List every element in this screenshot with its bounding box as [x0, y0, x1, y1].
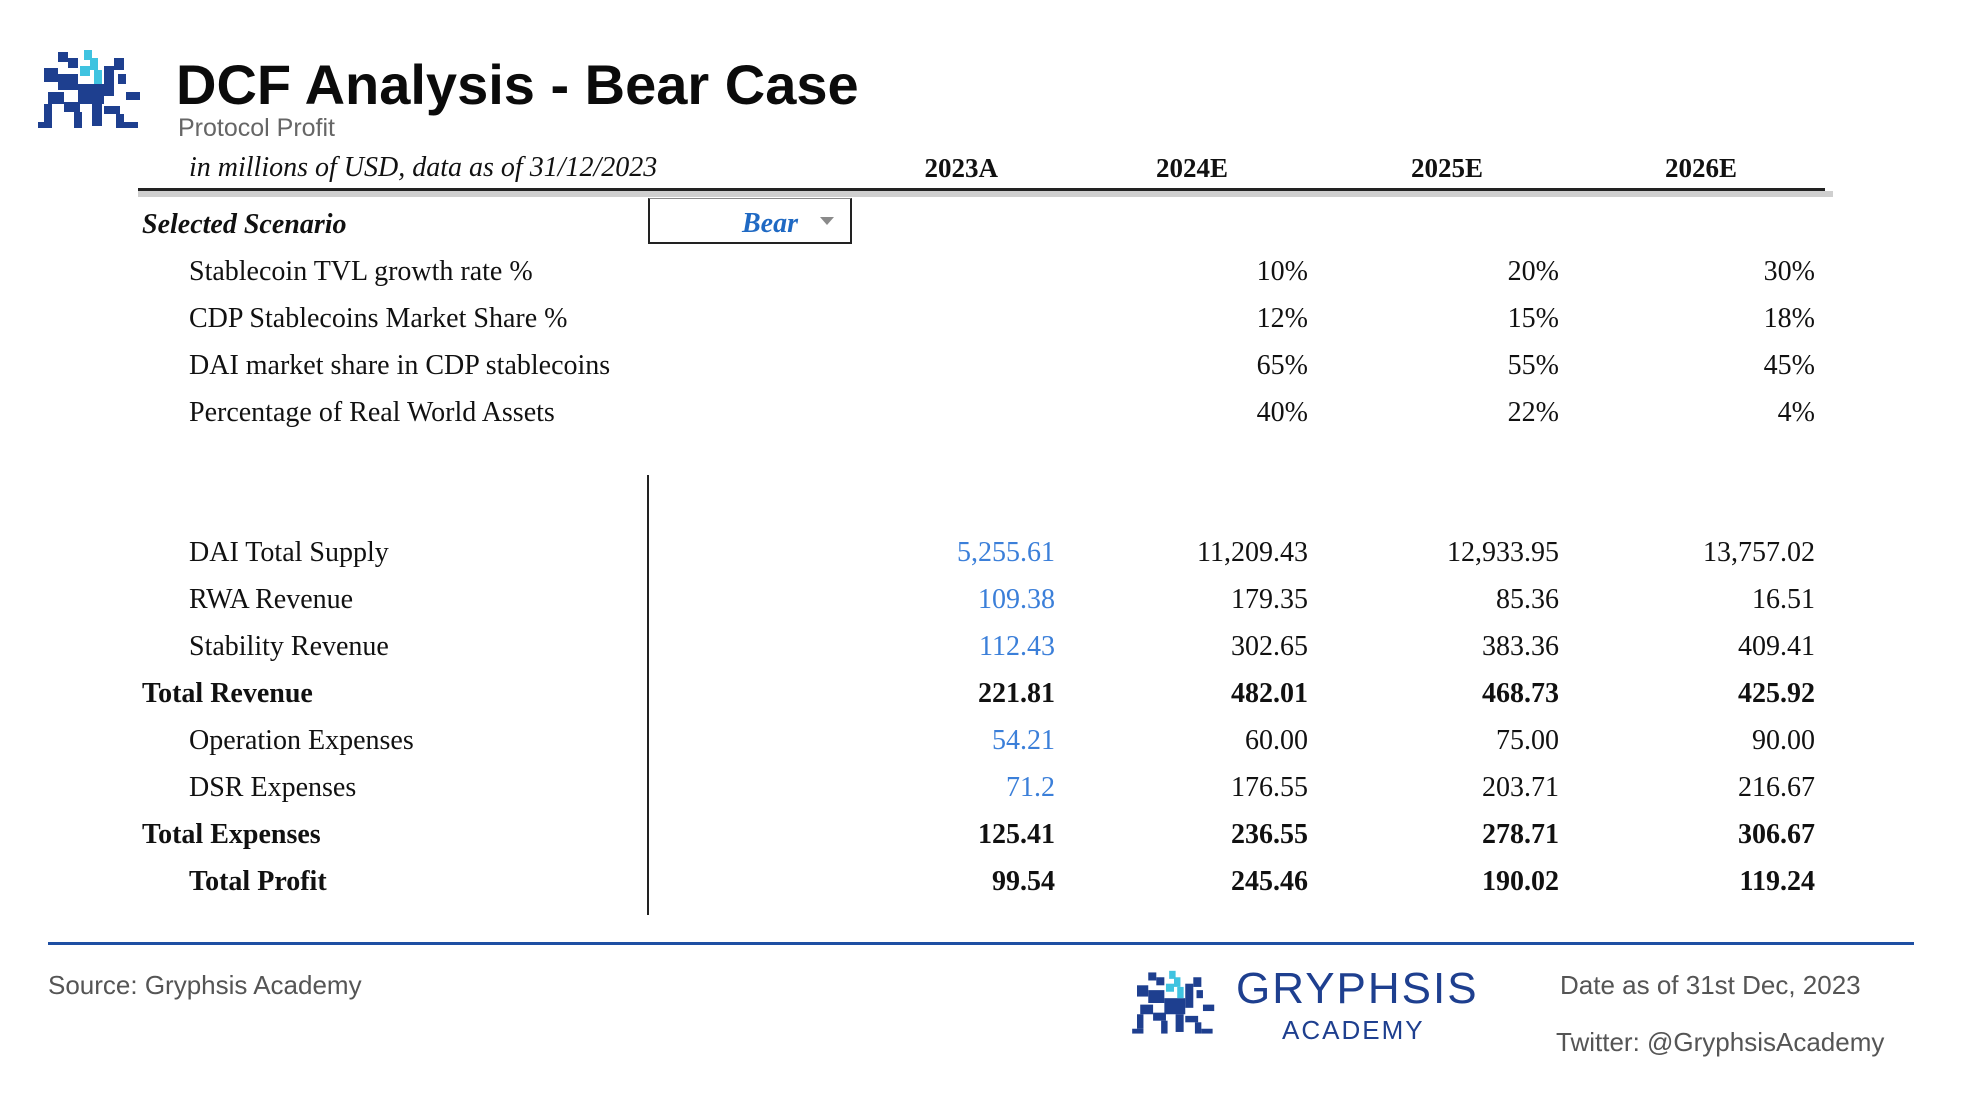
assumption-value: 15%	[1507, 303, 1559, 334]
total-cell: 236.55	[1231, 819, 1308, 850]
value-cell: 383.36	[1482, 631, 1559, 662]
column-header-2023a: 2023A	[924, 153, 998, 183]
total-cell: 278.71	[1482, 819, 1559, 850]
assumption-value: 65%	[1256, 350, 1308, 381]
assumption-value: 22%	[1507, 397, 1559, 428]
assumption-value: 20%	[1507, 256, 1559, 287]
value-cell: 16.51	[1752, 584, 1815, 615]
column-header-2025e: 2025E	[1410, 153, 1483, 183]
assumption-value: 45%	[1763, 350, 1815, 381]
value-cell: 13,757.02	[1703, 537, 1815, 568]
date-note: Date as of 31st Dec, 2023	[1560, 970, 1861, 1000]
total-cell: 119.24	[1739, 866, 1815, 897]
assumption-value: 55%	[1507, 350, 1559, 381]
chevron-down-icon[interactable]	[820, 217, 834, 225]
row-label-dai-total-supply: DAI Total Supply	[189, 537, 389, 568]
input-cell[interactable]: 54.21	[992, 725, 1055, 756]
assumption-value: 10%	[1256, 256, 1308, 287]
row-label-operation-expenses: Operation Expenses	[189, 725, 414, 756]
value-cell: 90.00	[1752, 725, 1815, 756]
value-cell: 176.55	[1231, 772, 1308, 803]
value-cell: 11,209.43	[1197, 537, 1308, 568]
row-label-dsr-expenses: DSR Expenses	[189, 772, 357, 803]
value-cell: 302.65	[1231, 631, 1308, 662]
value-cell: 85.36	[1496, 584, 1559, 615]
header-rule	[138, 188, 1825, 191]
row-label-rwa-revenue: RWA Revenue	[189, 584, 354, 615]
total-cell: 99.54	[992, 866, 1055, 897]
assumption-value: 30%	[1763, 256, 1815, 287]
assumption-label: Percentage of Real World Assets	[189, 397, 555, 428]
row-label-stability-revenue: Stability Revenue	[189, 631, 389, 662]
scenario-dropdown[interactable]	[648, 198, 852, 244]
assumption-value: 12%	[1256, 303, 1308, 334]
value-cell: 12,933.95	[1447, 537, 1559, 568]
value-cell: 75.00	[1496, 725, 1559, 756]
scenario-selected-value: Bear	[742, 208, 798, 239]
total-cell: 190.02	[1482, 866, 1559, 897]
total-cell: 125.41	[978, 819, 1055, 850]
twitter-handle: Twitter: @GryphsisAcademy	[1556, 1027, 1885, 1057]
value-cell: 409.41	[1738, 631, 1815, 662]
page-title: DCF Analysis - Bear Case	[176, 53, 859, 116]
scenario-label: Selected Scenario	[142, 209, 347, 240]
value-cell: 203.71	[1482, 772, 1559, 803]
column-divider	[647, 475, 649, 915]
gryphon-logo-icon	[38, 44, 142, 136]
row-label-total-revenue: Total Revenue	[142, 678, 313, 709]
total-cell: 306.67	[1738, 819, 1815, 850]
units-note: in millions of USD, data as of 31/12/2023	[189, 152, 658, 183]
row-label-total-profit: Total Profit	[189, 866, 327, 897]
brand-subtitle: ACADEMY	[1282, 1015, 1425, 1045]
input-cell[interactable]: 71.2	[1006, 772, 1055, 803]
assumption-label: DAI market share in CDP stablecoins	[189, 350, 611, 381]
assumption-value: 40%	[1256, 397, 1308, 428]
total-cell: 221.81	[978, 678, 1055, 709]
assumption-value: 4%	[1777, 397, 1815, 428]
page-subtitle: Protocol Profit	[178, 114, 336, 142]
value-cell: 60.00	[1245, 725, 1308, 756]
header-rule-shadow	[138, 191, 1833, 197]
assumption-label: CDP Stablecoins Market Share %	[189, 303, 568, 334]
input-cell[interactable]: 109.38	[978, 584, 1055, 615]
footer-rule	[48, 942, 1914, 945]
input-cell[interactable]: 5,255.61	[957, 537, 1055, 568]
gryphon-logo-icon	[1132, 966, 1216, 1040]
assumption-label: Stablecoin TVL growth rate %	[189, 256, 533, 287]
total-cell: 482.01	[1231, 678, 1308, 709]
total-cell: 425.92	[1738, 678, 1815, 709]
value-cell: 216.67	[1738, 772, 1815, 803]
total-cell: 245.46	[1231, 866, 1308, 897]
column-header-2026e: 2026E	[1664, 153, 1737, 183]
column-header-2024e: 2024E	[1155, 153, 1228, 183]
row-label-total-expenses: Total Expenses	[142, 819, 321, 850]
value-cell: 179.35	[1231, 584, 1308, 615]
brand-name: GRYPHSIS	[1236, 964, 1479, 1013]
source-note: Source: Gryphsis Academy	[48, 970, 362, 1000]
input-cell[interactable]: 112.43	[979, 631, 1055, 662]
assumption-value: 18%	[1763, 303, 1815, 334]
total-cell: 468.73	[1482, 678, 1559, 709]
